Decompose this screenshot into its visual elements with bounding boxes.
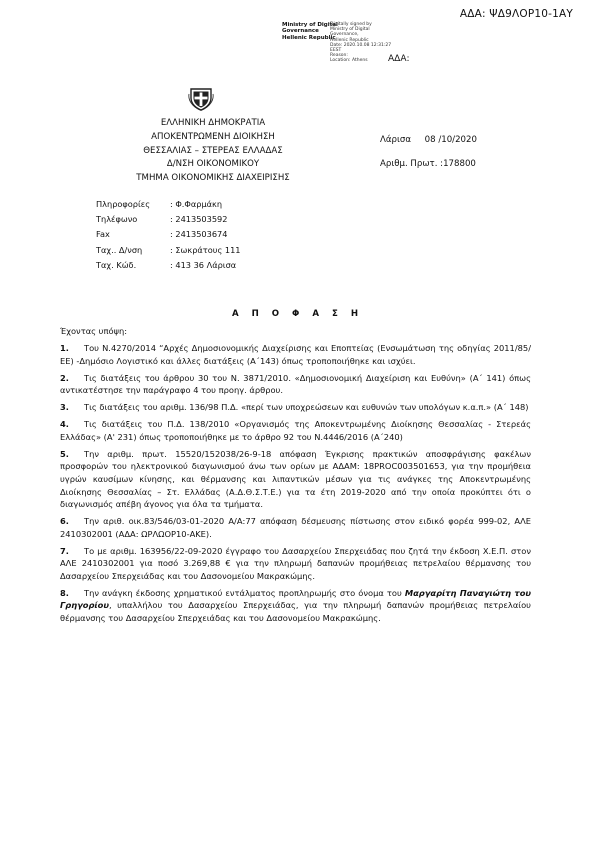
consideration-item [60,401,531,414]
authority-line: ΕΛΛΗΝΙΚΗ ΔΗΜΟΚΡΑΤΙΑ [160,118,266,128]
ada-code-top: ΑΔΑ: ΨΔ9ΛΟΡ10-1ΑΥ [459,8,573,20]
signature-detail-line: Governance, [330,32,359,38]
info-value: : Σωκράτους 111 [170,244,241,255]
info-label: Τηλέφωνο [96,214,138,225]
authority-line: ΑΠΟΚΕΝΤΡΩΜΕΝΗ ΔΙΟΙΚΗΣΗ [151,131,275,142]
signature-line: Ministry of Digital [282,22,338,28]
item-text: Τις διατάξεις του Π.Δ. 138/2010 «Οργανισμός της Αποκεντρωμένης Διοίκησης Θεσσαλίας - Στερεάς Ελλάδας» (Α' 231) όπως τροποποιήθηκε με το άρθρο 92 του Ν.4446/2016 (Α΄240) [60,419,531,442]
item-number: 8. [60,587,69,598]
signature-detail-line: Location: Athens [330,58,368,64]
date-protocol-block [380,128,477,176]
greek-coat-of-arms-icon [188,87,214,111]
authority-line: Δ/ΝΣΗ ΟΙΚΟΝΟΜΙΚΟΥ [166,159,260,170]
item-text-after: , υπαλλήλου του Δασαρχείου Σπερχειάδας, για την πληρωμή δαπανών προμήθειας πετρελαίου θέρμανσης του Δασαρχείου Σπερχειάδας και του Δασονομείου Μακρακώμης. [60,600,531,624]
protocol-number: Αριθμ. Πρωτ. :178800 [380,159,476,169]
place-date: Λάρισα 08 /10/2020 [380,135,477,145]
consideration-item [60,342,531,367]
payee-name: Μαργαρίτη Παναγιώτη του Γρηγορίου [60,587,532,611]
consideration-item [60,372,531,397]
info-label: Ταχ.. Δ/νση [96,244,143,255]
issuing-authority [118,117,308,186]
item-number: 3. [60,402,69,413]
item-number: 6. [60,516,69,527]
info-label: Πληροφορίες [96,199,151,209]
item-number: 4. [60,419,69,430]
signature-detail-line: EEST [330,48,342,54]
item-text: Τις διατάξεις του αριθμ. 136/98 Π.Δ. «περί των υποχρεώσεων και ευθυνών των υπολόγων κ.α.π.» (Α΄ 148) [84,402,529,413]
item-text: Την αριθμ. πρωτ. 15520/152038/26-9-18 απόφαση Έγκρισης πρακτικών αποσφράγισης φακέλων προσφορών του ηλεκτρονικού διαγωνισμού άνω των ορίων με ΑΔΑΜ: 18PROC003501653, για την προμήθεια υγρών καυσίμων κίνησης, και θέρμανσης και λιπαντικών μέσων για τις ανάγκες της Αποκεντρωμένης Διοίκησης Θεσσαλίας – Στ. Ελλάδας (Α.Δ.Θ.Σ.Τ.Ε.) για τα έτη 2019-2020 από την οποία προκύπτει ότι ο διαγωνισμός απέβη άγονος για όλα τα τμήματα. [60,448,531,510]
signature-detail-line: Reason: [330,53,348,59]
signature-line: Hellenic Republic [282,34,336,41]
digital-signature-details [330,22,391,64]
item-number: 1. [60,343,69,353]
document-title: Α Π Ο Φ Α Σ Η [231,309,364,319]
signature-line: Governance [282,28,319,35]
item-text: Τις διατάξεις του άρθρου 30 του Ν. 3871/2010. «Δημοσιονομική Διαχείριση και Ευθύνη» (Α΄ 141) όπως αντικατέστησε την παράγραφο 4 του προηγ. άρθρου. [60,372,531,396]
consideration-item [60,448,531,511]
item-number: 7. [60,545,69,556]
signature-detail-line: Date: 2020.10.08 12:31:27 [330,42,392,48]
info-value: : 413 36 Λάρισα [170,259,237,270]
info-label: Fax [96,229,110,240]
considerations-intro: Έχοντας υπόψη: [60,326,128,336]
consideration-item [60,545,531,583]
signature-detail-line: Ministry of Digital [330,27,370,33]
consideration-item [60,515,531,540]
authority-line: ΘΕΣΣΑΛΙΑΣ – ΣΤΕΡΕΑΣ ΕΛΛΑΔΑΣ [143,145,283,156]
info-row [96,227,241,242]
consideration-item [60,587,531,625]
info-row [96,243,241,258]
info-row [96,212,241,227]
item-text: Το με αριθμ. 163956/22-09-2020 έγγραφο του Δασαρχείου Σπερχειάδας που ζητά την έκδοση Χ.Ε.Π. στον ΑΛΕ 2410302001 για ποσό 3.269,88 € για την πληρωμή δαπανών προμήθειας πετρελαίου θέρμανσης του Δασαρχείου Σπερχειάδας και του Δασονομείου Μακρακώμης. [60,545,531,581]
item-text: Την αριθ. οικ.83/546/03-01-2020 Α/Α:77 απόφαση δέσμευσης πίστωσης στον ειδικό φορέα 999-02, ΑΛΕ 2410302001 (ΑΔΑ: ΩΡΛΩΟΡ10-ΑΚΕ). [60,516,531,539]
signature-detail-line: Digitally signed by [330,22,372,27]
consideration-item [60,418,531,443]
item-text-before: Την ανάγκη έκδοσης χρηματικού εντάλματος προπληρωμής στο όνομα του [84,587,405,598]
info-row [96,197,241,212]
considerations-list [60,342,531,629]
signature-detail-line: Hellenic Republic [330,37,369,43]
ada-label: ΑΔΑ: [388,54,410,64]
contact-info [96,197,241,273]
info-row [96,258,241,273]
item-number: 5. [60,448,69,459]
info-value: : 2413503592 [170,214,228,225]
item-number: 2. [60,372,69,383]
info-label: Ταχ. Κώδ. [96,259,137,270]
authority-line: ΤΜΗΜΑ ΟΙΚΟΝΟΜΙΚΗΣ ΔΙΑΧΕΙΡΙΣΗΣ [136,173,290,184]
info-value: : Φ.Φαρμάκη [170,199,223,209]
info-value: : 2413503674 [170,229,228,240]
item-text: Του Ν.4270/2014 “Αρχές Δημοσιονομικής Διαχείρισης και Εποπτείας (Ενσωμάτωση της οδηγίας 2011/85/ΕΕ) -Δημόσιο Λογιστικό και άλλες διατάξεις (Α΄143) όπως τροποποιήθηκε και ισχύει. [60,343,531,366]
